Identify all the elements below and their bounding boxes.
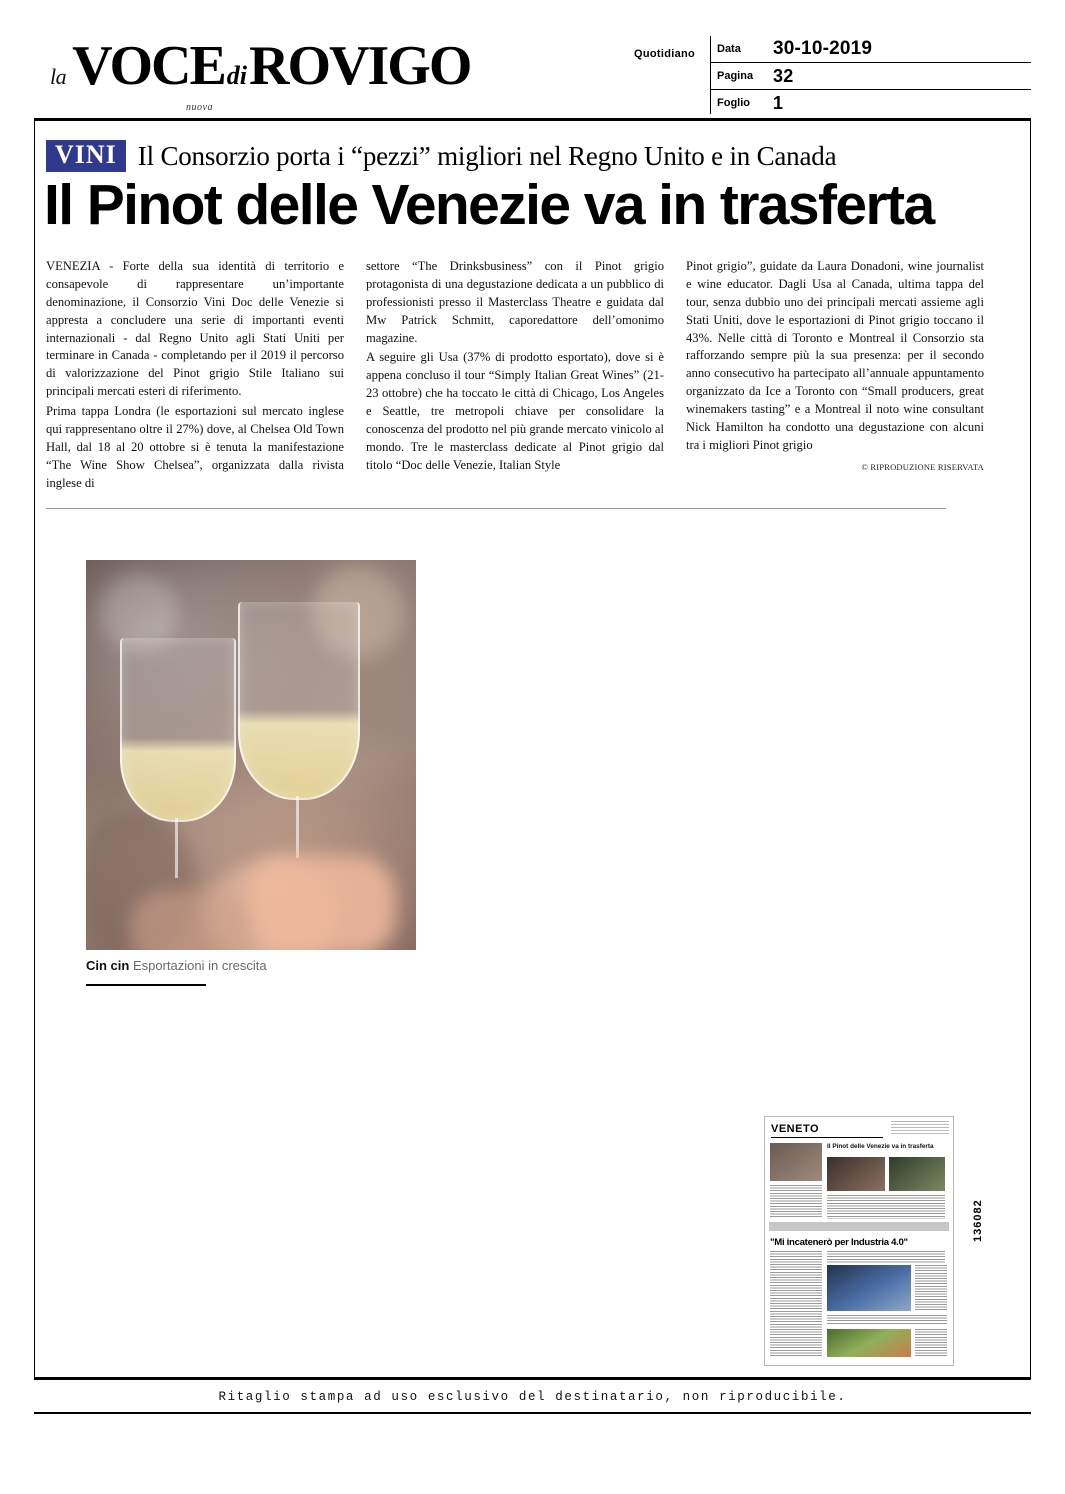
page-thumbnail — [764, 1116, 954, 1366]
wine-glass-left — [120, 638, 236, 822]
article-column-3 — [686, 258, 984, 492]
photo-caption — [86, 958, 426, 973]
kicker-tag: VINI — [46, 140, 126, 172]
caption-divider — [86, 984, 206, 986]
meta-value-page: 32 — [773, 65, 794, 86]
clipping-code: 136082 — [972, 1199, 984, 1242]
thumbnail-text-block — [915, 1265, 947, 1311]
article-column-2 — [366, 258, 664, 492]
thumbnail-photo-4 — [827, 1265, 911, 1311]
meta-label-sheet: Foglio — [717, 97, 750, 109]
logo-article-word: la — [50, 64, 67, 89]
meta-value-date: 30-10-2019 — [773, 38, 873, 59]
body-photo-divider — [46, 508, 946, 509]
thumbnail-photo-1 — [770, 1143, 822, 1181]
meta-row-date — [711, 36, 1031, 63]
logo-di-word: di — [226, 61, 248, 90]
meta-row-sheet — [711, 90, 1031, 116]
thumbnail-headline-small: Il Pinot delle Venezie va in trasferta — [827, 1143, 934, 1150]
thumbnail-text-block — [770, 1185, 822, 1219]
thumbnail-photo-5 — [827, 1329, 911, 1357]
thumbnail-header-bars — [891, 1121, 949, 1135]
meta-label-page: Pagina — [717, 70, 754, 82]
footer-note: Ritaglio stampa ad uso esclusivo del destinatario, non riproducibile. — [218, 1390, 847, 1404]
meta-label-date: Data — [717, 43, 741, 55]
publication-meta-box — [710, 36, 1031, 114]
photo-caption-text: Esportazioni in crescita — [129, 958, 267, 973]
logo-rovigo-word: ROVIGO — [249, 35, 471, 97]
paragraph: VENEZIA - Forte della sua identità di territorio e consapevole di rappresentare un’importante denominazione, il Consorzio Vini Doc delle Venezie si appresta a concludere una serie di importanti eventi internazionali - dal Regno Unito agli Stati Uniti per terminare in Canada - completando per il 2019 il percorso di valorizzazione del Pinot grigio Stile Italiano sui principali mercati esteri di riferimento. — [46, 259, 344, 399]
copyright-notice: © RIPRODUZIONE RISERVATA — [861, 461, 984, 472]
periodicity-label: Quotidiano — [634, 48, 696, 60]
thumbnail-photo-2 — [827, 1157, 885, 1191]
paragraph: A seguire gli Usa (37% di prodotto esportato), dove si è appena concluso il tour “Simply Italian Great Wines” (21-23 ottobre) che ha toccato le città di Chicago, Los Angeles e Seattle, tre metropoli chiave per consolidare la conoscenza del prodotto nel più grande mercato vinicolo al mondo. Tre le masterclass dedicate al Pinot grigio dal titolo “Doc delle Venezie, Italian Style — [366, 350, 664, 472]
publication-logo — [50, 35, 471, 97]
meta-value-sheet: 1 — [773, 92, 784, 113]
photo-hand — [130, 890, 250, 950]
page-title: Il Pinot delle Venezie va in trasferta — [44, 173, 934, 237]
paragraph: Pinot grigio”, guidate da Laura Donadoni, wine journalist e wine educator. Dagli Usa al Canada, ultima tappa del tour, senza dubbio uno dei principali mercati assieme agli Stati Uniti, dove le esportazioni di Pinot grigio toccano il 43%. Nelle città di Toronto e Montreal il Consorzio sta rafforzando sempre più la sua presenza: per il secondo anno consecutivo ha partecipato all’annuale appuntamento organizzato da Ice a Toronto con “Small producers, great winemakers tasting” e a Montreal il noto wine consultant Nick Hamilton ha condotto una degustazione con alcuni tra i migliori Pinot grigio — [686, 259, 984, 452]
thumbnail-section-label: VENETO — [771, 1123, 820, 1135]
wine-glass-right — [238, 602, 360, 800]
thumbnail-text-block — [770, 1251, 822, 1357]
photo-caption-lead: Cin cin — [86, 958, 130, 973]
masthead — [34, 30, 1031, 112]
kicker-text: Il Consorzio porta i “pezzi” migliori nel Regno Unito e in Canada — [137, 140, 837, 171]
article-body — [46, 258, 986, 492]
kicker — [46, 140, 836, 172]
logo-voce-word: VOCE — [72, 35, 225, 97]
paragraph: settore “The Drinksbusiness” con il Pinot grigio protagonista di una degustazione dedicata a un pubblico di professionisti presso il Masterclass Theatre e guidata dal Mw Patrick Schmitt, caporedattore dell’omonimo magazine. — [366, 259, 664, 345]
thumbnail-text-block — [827, 1315, 947, 1325]
logo-subtitle: nuova — [186, 102, 213, 113]
footer-divider-top — [34, 1378, 1031, 1380]
paragraph: Prima tappa Londra (le esportazioni sul mercato inglese qui rappresentano oltre il 27%) dove, al Chelsea Old Town Hall, dal 18 al 20 ottobre si è tenuta la manifestazione “The Wine Show Chelsea”, organizzata dalla rivista inglese di — [46, 404, 344, 490]
footer-divider-bottom — [34, 1412, 1031, 1414]
thumbnail-photo-3 — [889, 1157, 945, 1191]
article-column-1 — [46, 258, 344, 492]
wine-glass-left-stem — [175, 818, 178, 878]
wine-glass-right-stem — [296, 796, 299, 858]
meta-row-page — [711, 63, 1031, 90]
thumbnail-divider-band — [769, 1222, 949, 1231]
thumbnail-text-block — [915, 1329, 947, 1357]
thumbnail-headline-big: "Mi incatenerò per Industria 4.0" — [770, 1237, 908, 1248]
thumbnail-text-block — [827, 1195, 945, 1219]
thumbnail-section-rule — [771, 1137, 883, 1138]
article-photo — [86, 560, 416, 950]
photo-hand — [246, 856, 396, 950]
thumbnail-text-block — [827, 1251, 945, 1263]
